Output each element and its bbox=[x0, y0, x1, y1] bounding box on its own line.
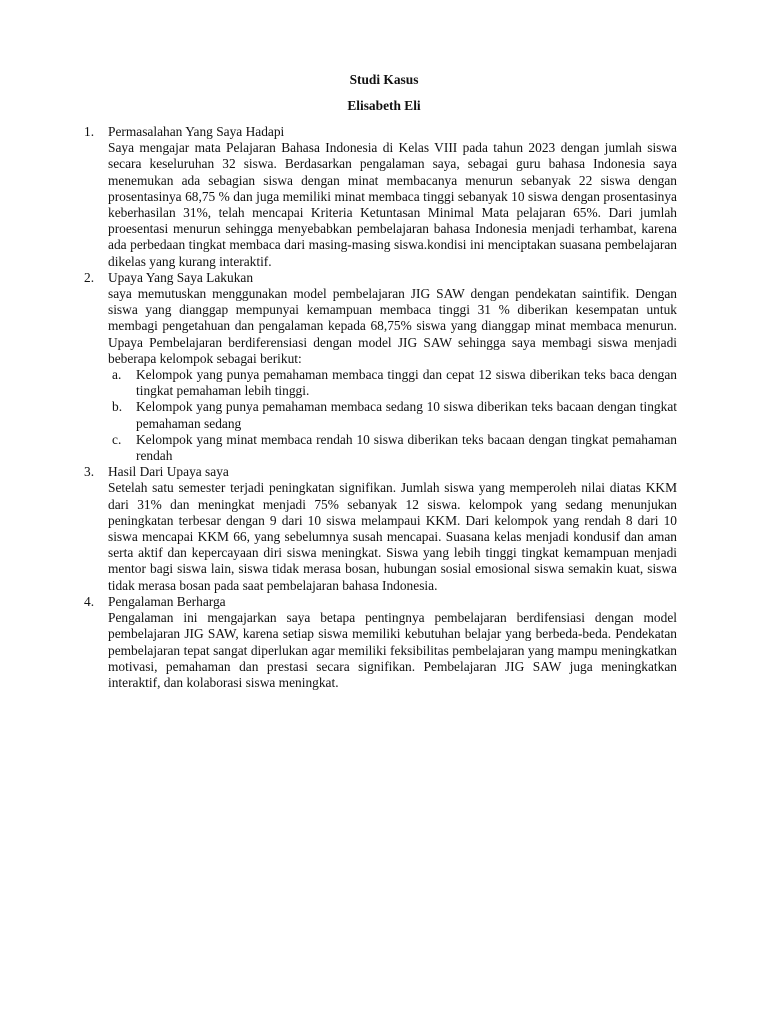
section-effort bbox=[80, 270, 677, 464]
section-result bbox=[80, 464, 677, 594]
list-item bbox=[108, 367, 677, 399]
list-item-letter: a. bbox=[112, 367, 122, 383]
section-list bbox=[80, 124, 677, 691]
section-body: Pengalaman ini mengajarkan saya betapa pentingnya pembelajaran berdifensiasi dengan model pembelajaran JIG SAW, karena setiap siswa memiliki kebutuhan belajar yang berbeda-beda. Pendekatan pembelajaran tepat sangat diperlukan agar memiliki feksibilitas pembelajaran yang mampu meningkatkan motivasi, pemahaman dan prestasi secara signifikan. Pembelajaran JIG SAW juga meningkatkan interaktif, dan kolaborasi siswa meningkat. bbox=[108, 610, 677, 690]
list-item bbox=[108, 432, 677, 464]
section-heading: Permasalahan Yang Saya Hadapi bbox=[108, 124, 285, 139]
section-number: 2. bbox=[84, 269, 95, 285]
section-experience bbox=[80, 594, 677, 691]
list-item-text: Kelompok yang minat membaca rendah 10 siswa diberikan teks bacaan dengan tingkat pemahaman rendah bbox=[136, 431, 677, 464]
section-body: Saya mengajar mata Pelajaran Bahasa Indonesia di Kelas VIII pada tahun 2023 dengan jumlah siswa secara keseluruhan 32 siswa. Berdasarkan pengalaman saya, sebagai guru bahasa Indonesia saya menemukan ada sebagian siswa dengan minat membacanya menurun sebanyak 22 siswa dengan prosentasinya 68,75 % dan juga memiliki minat membaca tinggi sebanyak 10 siswa dengan prosentasinya keberhasilan 31%, telah mencapai Kriteria Ketuntasan Minimal Mata pelajaran 65%. Dari jumlah proesentasi menurun sehingga menyebabkan pembelajaran bahasa Indonesia menjadi terhambat, karena ada perbedaan tingkat membaca dari masing-masing siswa.kondisi ini menciptakan suasana pembelajaran dikelas yang kurang interaktif. bbox=[108, 140, 677, 269]
section-heading: Upaya Yang Saya Lakukan bbox=[108, 269, 254, 285]
section-body: saya memutuskan menggunakan model pembelajaran JIG SAW dengan pendekatan saintifik. Dengan siswa yang dianggap mempunyai kemampuan membaca tinggi 31 % diberikan kesempatan untuk membagi pengetahuan dan pengalaman kepada 68,75% siswa yang dianggap minat membaca menurun. Upaya Pembelajaran berdiferensiasi dengan model JIG SAW sehingga saya membagi siswa menjadi beberapa kelompok sebagai berikut: bbox=[108, 286, 677, 366]
list-item-letter: c. bbox=[112, 431, 122, 447]
document-author: Elisabeth Eli bbox=[347, 98, 421, 113]
section-body: Setelah satu semester terjadi peningkatan signifikan. Jumlah siswa yang memperoleh nilai diatas KKM dari 31% dan meningkat menjadi 75% sebanyak 12 siswa. kelompok yang sedang menunjukan peningkatan terbesar dengan 9 dari 10 siswa melampaui KKM. Dari kelompok yang rendah 8 dari 10 siswa mencapai KKM 66, yang sebelumnya susah mencapai. Suasana kelas menjadi kondusif dan aman serta aktif dan kepercayaan diri siswa meningkat. Siswa yang lebih tinggi tingkat kemampuan menjadi mentor bagi siswa lain, siswa tidak merasa bosan, hubungan sosial emosional siswa semakin kuat, siswa tidak merasa bosan pada saat pembelajaran bahasa Indonesia. bbox=[108, 480, 677, 593]
document-title: Studi Kasus bbox=[349, 72, 419, 87]
group-list bbox=[108, 367, 677, 464]
list-item-letter: b. bbox=[112, 399, 123, 415]
section-heading: Hasil Dari Upaya saya bbox=[108, 464, 229, 480]
section-number: 3. bbox=[84, 464, 95, 480]
section-number: 1. bbox=[84, 124, 95, 139]
list-item bbox=[108, 399, 677, 431]
section-heading: Pengalaman Berharga bbox=[108, 593, 226, 609]
section-problem bbox=[80, 124, 677, 270]
section-number: 4. bbox=[84, 593, 95, 609]
list-item-text: Kelompok yang punya pemahaman membaca sedang 10 siswa diberikan teks bacaan dengan tingkat pemahaman sedang bbox=[136, 399, 677, 431]
list-item-text: Kelompok yang punya pemahaman membaca tinggi dan cepat 12 siswa diberikan teks baca dengan tingkat pemahaman lebih tinggi. bbox=[136, 367, 677, 399]
